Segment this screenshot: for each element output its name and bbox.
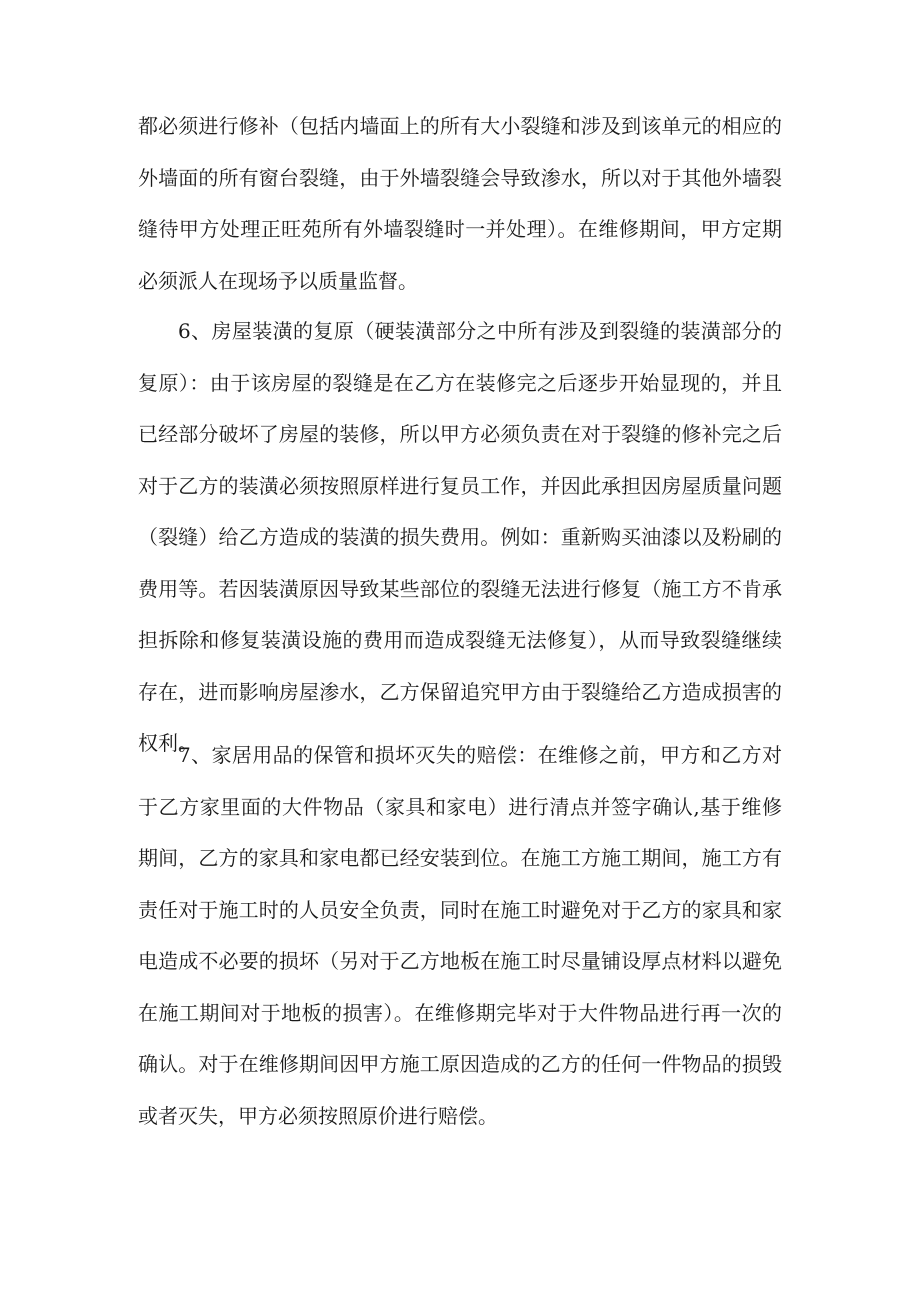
- text-line: 确认。对于在维修期间因甲方施工原因造成的乙方的任何一件物品的损毁: [138, 1052, 782, 1076]
- paragraph-clause-7: [138, 730, 782, 1142]
- text-line: 复原）：由于该房屋的裂缝是在乙方在装修完之后逐步开始显现的，并且: [138, 370, 782, 395]
- paragraph-continuation: [138, 101, 782, 307]
- text-line: 期间，乙方的家具和家电都已经安装到位。在施工方施工期间，施工方有: [138, 846, 782, 870]
- text-line: 都必须进行修补（包括内墙面上的所有大小裂缝和涉及到该单元的相应的: [138, 114, 782, 138]
- text-line: 必须派人在现场予以质量监督。: [138, 268, 418, 293]
- text-line: 担拆除和修复装潢设施的费用而造成裂缝无法修复），从而导致裂缝继续: [138, 628, 782, 652]
- text-line: 费用等。若因装潢原因导致某些部位的裂缝无法进行修复（施工方不肯承: [138, 576, 782, 601]
- text-line: 权利。: [138, 731, 198, 755]
- text-line: 6、房屋装潢的复原（硬装潢部分之中所有涉及到裂缝的装潢部分的: [178, 319, 782, 343]
- text-line: 或者灭失，甲方必须按照原价进行赔偿。: [138, 1103, 498, 1128]
- text-line: 外墙面的所有窗台裂缝，由于外墙裂缝会导致渗水，所以对于其他外墙裂: [138, 165, 782, 190]
- text-line: 于乙方家里面的大件物品（家具和家电）进行清点并签字确认,基于维修: [138, 794, 782, 819]
- paragraph-clause-6: [138, 306, 782, 770]
- text-line: 责任对于施工时的人员安全负责，同时在施工时避免对于乙方的家具和家: [138, 897, 782, 922]
- text-line: 在施工期间对于地板的损害）。在维修期完毕对于大件物品进行再一次的: [138, 1000, 782, 1025]
- text-line: 对于乙方的装潢必须按照原样进行复员工作，并因此承担因房屋质量问题: [138, 473, 782, 498]
- text-line: （裂缝）给乙方造成的装潢的损失费用。例如：重新购买油漆以及粉刷的: [138, 525, 782, 549]
- text-line: 已经部分破坏了房屋的装修，所以甲方必须负责在对于裂缝的修补完之后: [138, 422, 782, 446]
- text-line: 电造成不必要的损坏（另对于乙方地板在施工时尽量铺设厚点材料以避免: [138, 949, 782, 973]
- text-line: 7、家居用品的保管和损坏灭失的赔偿：在维修之前，甲方和乙方对: [178, 743, 782, 767]
- text-line: 存在，进而影响房屋渗水，乙方保留追究甲方由于裂缝给乙方造成损害的: [138, 679, 782, 704]
- text-line: 缝待甲方处理正旺苑所有外墙裂缝时一并处理）。在维修期间，甲方定期: [138, 217, 782, 241]
